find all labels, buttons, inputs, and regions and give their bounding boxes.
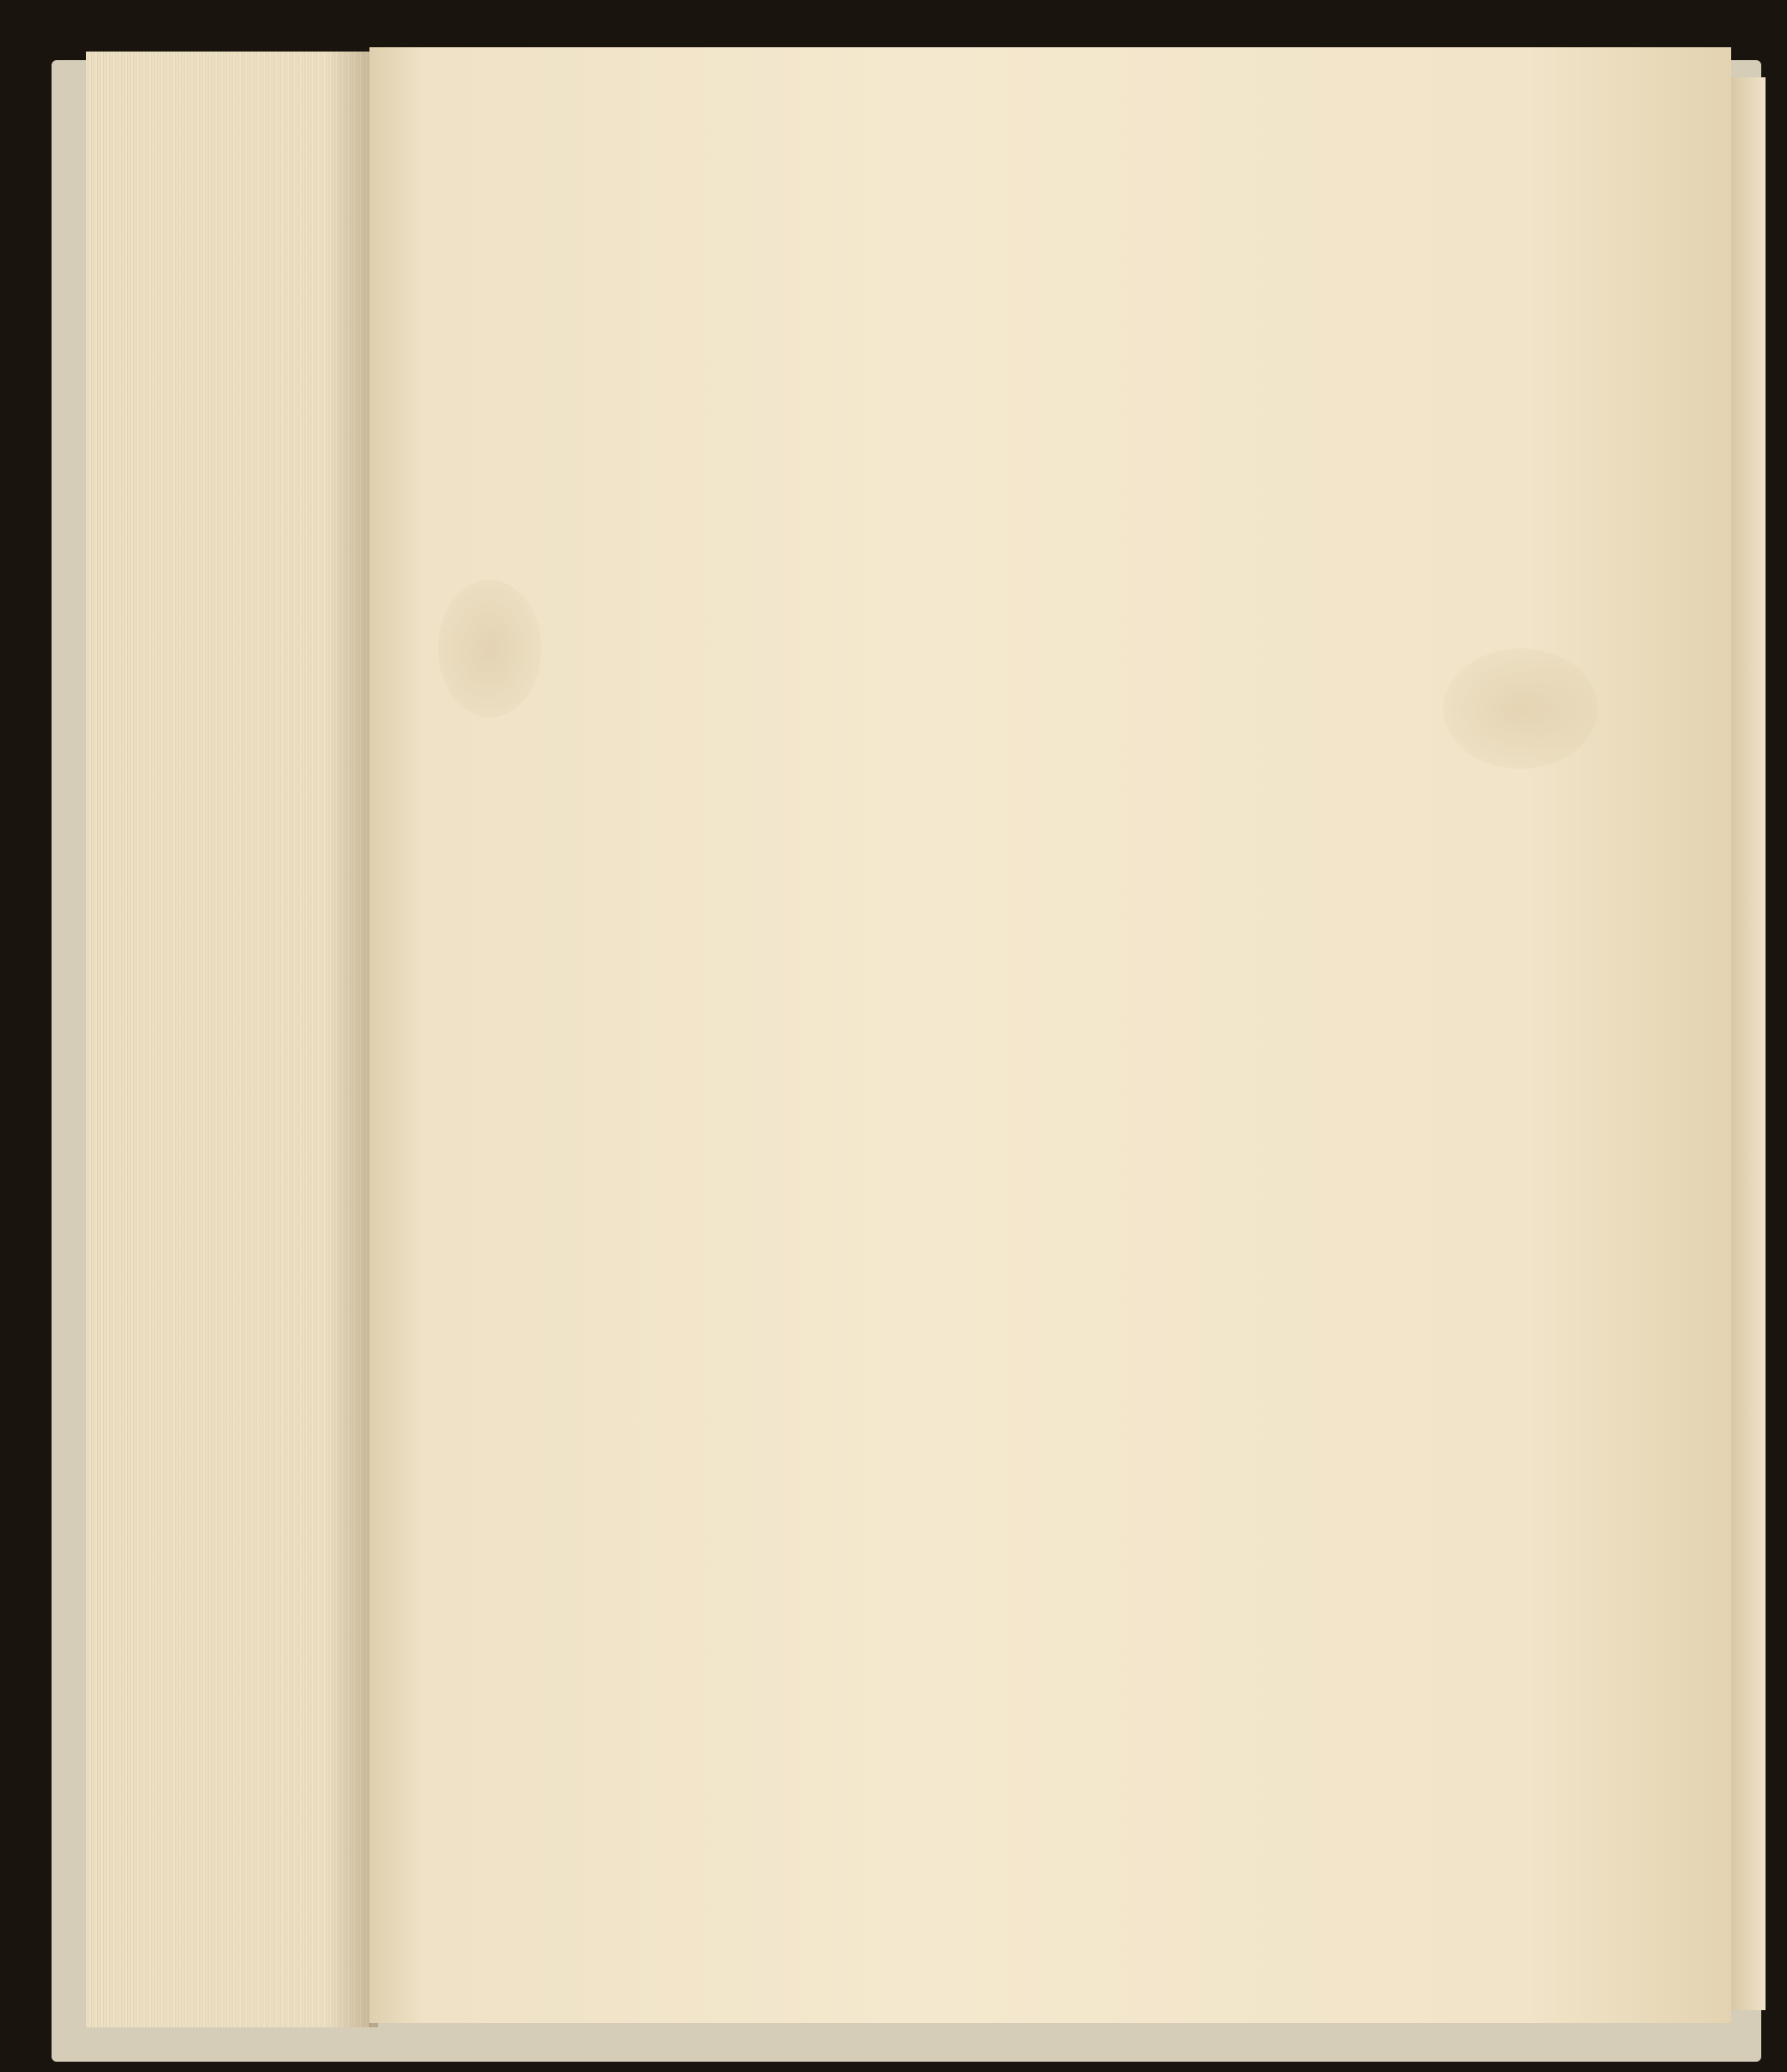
summary-heading	[674, 244, 1662, 294]
paper-stain	[438, 580, 541, 717]
chapter-heading	[674, 189, 1662, 244]
facing-page-edge	[1731, 77, 1766, 2010]
paper-stain	[1443, 649, 1598, 769]
catchword	[674, 313, 1662, 359]
page-text	[674, 182, 1662, 359]
